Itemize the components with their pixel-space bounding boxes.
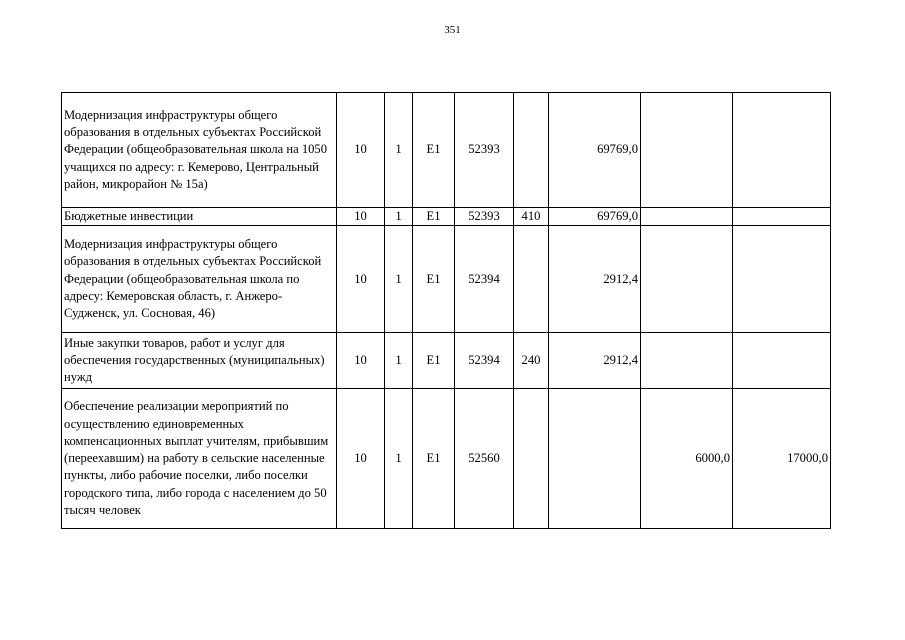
amount-year-1: 2912,4 <box>549 226 641 333</box>
direction-code: 52393 <box>455 208 514 226</box>
table-row <box>62 93 831 208</box>
expense-type-code: 410 <box>514 208 549 226</box>
amount-year-1: 2912,4 <box>549 333 641 389</box>
program-code: E1 <box>413 208 455 226</box>
section-code: 10 <box>337 226 385 333</box>
table-row <box>62 389 831 529</box>
section-code: 10 <box>337 333 385 389</box>
amount-year-3 <box>733 333 831 389</box>
budget-table <box>61 92 831 529</box>
section-code: 10 <box>337 93 385 208</box>
subsection-code: 1 <box>385 226 413 333</box>
amount-year-3 <box>733 208 831 226</box>
amount-year-3 <box>733 93 831 208</box>
expense-type-code: 240 <box>514 333 549 389</box>
amount-year-1: 69769,0 <box>549 208 641 226</box>
section-code: 10 <box>337 208 385 226</box>
amount-year-3: 17000,0 <box>733 389 831 529</box>
expense-type-code <box>514 389 549 529</box>
direction-code: 52393 <box>455 93 514 208</box>
row-name: Иные закупки товаров, работ и услуг для обеспечения государственных (муниципальных) нужд <box>62 333 337 389</box>
table-row <box>62 226 831 333</box>
amount-year-1 <box>549 389 641 529</box>
expense-type-code <box>514 226 549 333</box>
amount-year-1: 69769,0 <box>549 93 641 208</box>
row-name: Бюджетные инвестиции <box>62 208 337 226</box>
program-code: E1 <box>413 226 455 333</box>
table-row <box>62 333 831 389</box>
program-code: E1 <box>413 333 455 389</box>
program-code: E1 <box>413 389 455 529</box>
row-name: Модернизация инфраструктуры общего образования в отдельных субъектах Российской Федерации (общеобразовательная школа по адресу: Кемеровская область, г. Анжеро-Судженск, ул. Сосновая, 46) <box>62 226 337 333</box>
amount-year-3 <box>733 226 831 333</box>
amount-year-2 <box>641 93 733 208</box>
program-code: E1 <box>413 93 455 208</box>
amount-year-2 <box>641 208 733 226</box>
table-row <box>62 208 831 226</box>
subsection-code: 1 <box>385 208 413 226</box>
subsection-code: 1 <box>385 333 413 389</box>
subsection-code: 1 <box>385 93 413 208</box>
page-number: 351 <box>444 24 461 36</box>
row-name: Модернизация инфраструктуры общего образования в отдельных субъектах Российской Федерации (общеобразовательная школа на 1050 учащихся по адресу: г. Кемерово, Центральный район, микрорайон № 15а) <box>62 93 337 208</box>
row-name: Обеспечение реализации мероприятий по осуществлению единовременных компенсационных выплат учителям, прибывшим (переехавшим) на работу в сельские населенные пункты, либо рабочие поселки, либо поселки городского типа, либо города с населением до 50 тысяч человек <box>62 389 337 529</box>
section-code: 10 <box>337 389 385 529</box>
amount-year-2 <box>641 226 733 333</box>
expense-type-code <box>514 93 549 208</box>
direction-code: 52560 <box>455 389 514 529</box>
direction-code: 52394 <box>455 226 514 333</box>
amount-year-2 <box>641 333 733 389</box>
subsection-code: 1 <box>385 389 413 529</box>
amount-year-2: 6000,0 <box>641 389 733 529</box>
direction-code: 52394 <box>455 333 514 389</box>
